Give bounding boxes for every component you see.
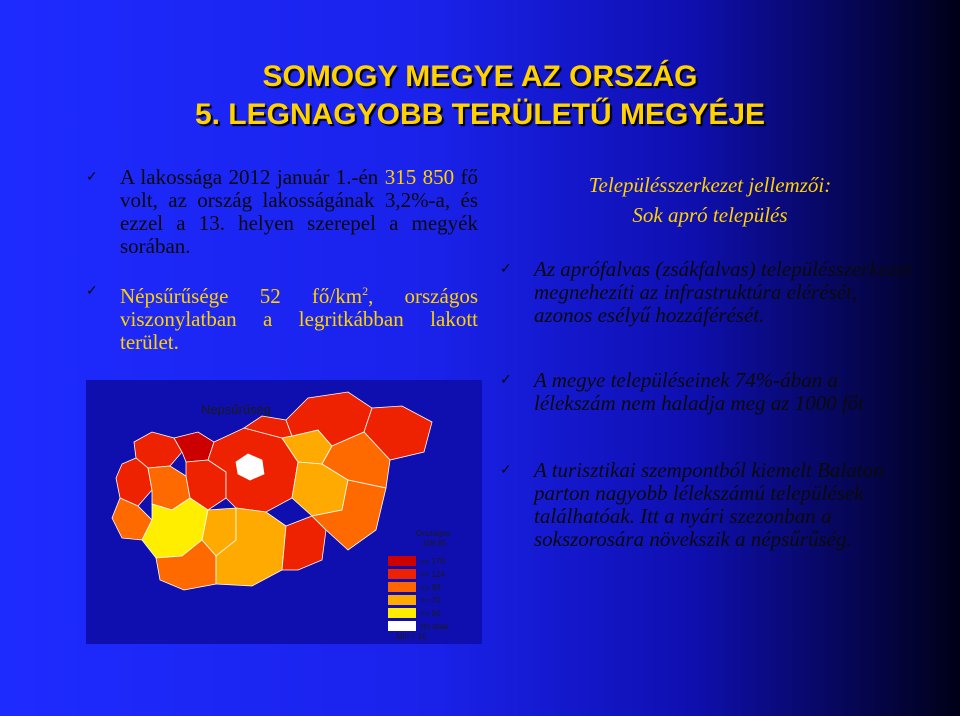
svg-text:<= 70: <= 70 <box>420 596 441 605</box>
svg-text:No data: No data <box>420 622 449 631</box>
check-icon: ✓ <box>500 261 512 277</box>
right-heading-line-1: Településszerkezet jellemzői: <box>588 173 832 197</box>
country-label: Országos <box>416 529 451 538</box>
svg-text:<= 93: <= 93 <box>420 583 441 592</box>
check-icon: ✓ <box>500 462 512 478</box>
left-bullet-density: ✓ Népsűrűsége 52 $fő/km^2$, országos viszonylatban a legritkábban lakott terület. <box>86 280 478 354</box>
min-label: Min = 55 <box>396 632 427 641</box>
legend-item-93 <box>388 582 441 592</box>
country-value: 109.65 <box>422 539 447 548</box>
right-bullet-list <box>500 258 920 551</box>
left-bullet-population: ✓ A lakossága 2012 január 1.-én 315 850 fő volt, az ország lakosságának 3,2%-a, és ezzel a 13. helyen szerepel a megyék sorában. <box>86 165 479 258</box>
right-bullet-2: ✓ A megye településeinek 74%-ában a lélekszám nem haladja meg az 1000 főt <box>500 368 865 415</box>
left-bullet-list <box>86 166 478 354</box>
population-value: 315 850 <box>384 165 455 189</box>
right-heading <box>500 170 920 230</box>
svg-text:<= 56: <= 56 <box>420 609 441 618</box>
check-icon: ✓ <box>86 283 98 299</box>
map-title: Nepsűrűség <box>200 402 272 417</box>
check-icon: ✓ <box>500 372 512 388</box>
density-map-panel <box>86 380 482 644</box>
title-line-2: 5. LEGNAGYOBB TERÜLETŰ MEGYÉJE <box>194 98 766 131</box>
legend-item-56 <box>388 608 441 618</box>
density-value: 52 <box>259 284 281 308</box>
svg-text:<= 170: <= 170 <box>420 557 445 566</box>
slide-title <box>0 58 960 134</box>
right-bullet-1: ✓ Az aprófalvas (zsákfalvas) településszerkezet megnehezíti az infrastruktúra elérését, azonos esélyű hozzáférését. <box>500 257 912 327</box>
svg-text:<= 124: <= 124 <box>420 570 445 579</box>
right-bullet-3: ✓ A turisztikai szempontból kiemelt Balaton parton nagyobb lélekszámú települések találhatóak. Itt a nyári szezonban a sokszorosára növekszik a népsűrűség. <box>500 458 884 551</box>
title-line-1: SOMOGY MEGYE AZ ORSZÁG <box>262 60 698 93</box>
density-map <box>86 380 482 644</box>
right-heading-line-2: Sok apró település <box>632 203 788 227</box>
legend-item-70 <box>388 595 441 605</box>
check-icon: ✓ <box>86 169 98 185</box>
